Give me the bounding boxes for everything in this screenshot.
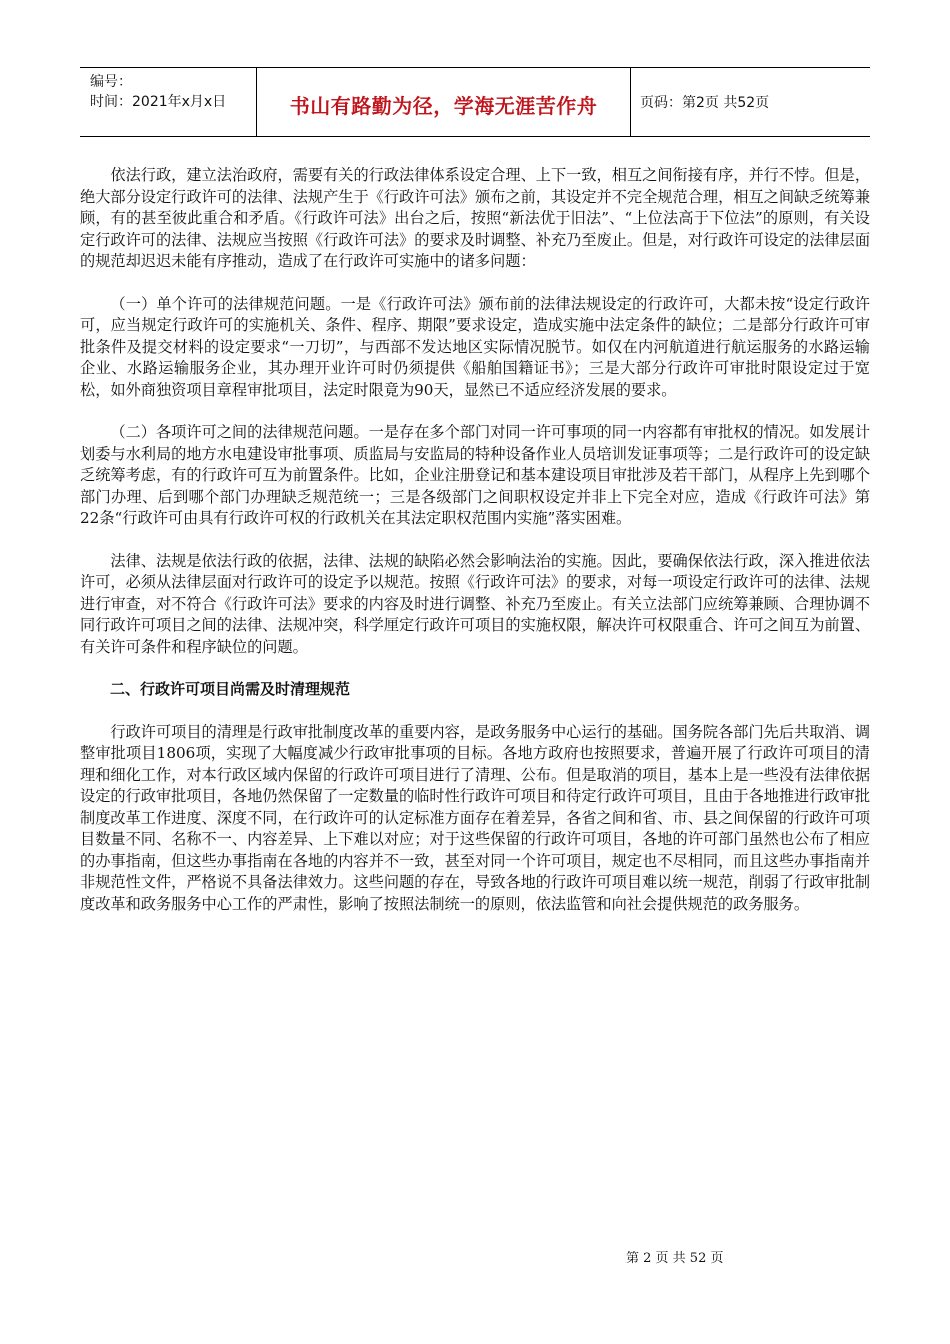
section-heading: 二、行政许可项目尚需及时清理规范 [110,680,351,698]
body-paragraph: （一）单个许可的法律规范问题。一是《行政许可法》颁布前的法律法规设定的行政许可，大都未按“设定行政许可，应当规定行政许可的实施机关、条件、程序、期限”要求设定，造成实施中法定条件的缺位；二是部分行政许可审批条件及提交材料的设定要求“一刀切”，与西部不发达地区实际情况脱节。如仅在内河航道进行航运服务的水路运输企业、水路运输服务企业，其办理开业许可时仍须提供《船舶国籍证书》；三是大部分行政许可审批时限设定过于宽松，如外商独资项目章程审批项目，法定时限竟为90天，显然已不适应经济发展的要求。 [80,294,870,399]
document-number-label: 编号： [90,74,132,90]
body-paragraph: （二）各项许可之间的法律规范问题。一是存在多个部门对同一许可事项的同一内容都有审批权的情况。如发展计划委与水利局的地方水电建设审批事项、质监局与安监局的特种设备作业人员培训发证事项等；二是行政许可的设定缺乏统筹考虑，有的行政许可互为前置条件。比如，企业注册登记和基本建设项目审批涉及若干部门，从程序上先到哪个部门办理、后到哪个部门办理缺乏规范统一；三是各级部门之间职权设定并非上下完全对应，造成《行政许可法》第22条“行政许可由具有行政许可权的行政机关在其法定职权范围内实施”落实困难。 [80,423,870,527]
body-paragraph: 法律、法规是依法行政的依据，法律、法规的缺陷必然会影响法治的实施。因此，要确保依法行政，深入推进依法许可，必须从法律层面对行政许可的设定予以规范。按照《行政许可法》的要求，对每一项设定行政许可的法律、法规进行审查，对不符合《行政许可法》要求的内容及时进行调整、补充乃至废止。有关立法部门应统筹兼顾、合理协调不同行政许可项目之间的法律、法规冲突，科学厘定行政许可项目的实施权限，解决许可权限重合、许可之间互为前置、有关许可条件和程序缺位的问题。 [80,551,870,656]
page-footer: 第 2 页 共 52 页 [626,1251,724,1266]
header-meta [80,68,257,136]
section-paragraph: 行政许可项目的清理是行政审批制度改革的重要内容，是政务服务中心运行的基础。国务院各部门先后共取消、调整审批项目1806项，实现了大幅度减少行政审批事项的目标。各地方政府也按照要求，普遍开展了行政许可项目的清理和细化工作，对本行政区域内保留的行政许可项目进行了清理、公布。但是取消的项目，基本上是一些没有法律依据设定的行政审批项目，各地仍然保留了一定数量的临时性行政许可项目和待定行政许可项目，且由于各地推进行政审批制度改革工作进度、深度不同，在行政许可的认定标准方面存在着差异，各省之间和省、市、县之间保留的行政许可项目数量不同、名称不一、内容差异、上下难以对应；对于这些保留的行政许可项目，各地的许可部门虽然也公布了相应的办事指南，但这些办事指南在各地的内容并不一致，甚至对同一个许可项目，规定也不尽相同，而且这些办事指南并非规范性文件，严格说不具备法律效力。这些问题的存在，导致各地的行政许可项目难以统一规范，削弱了行政审批制度改革和政务服务中心工作的严肃性，影响了按照法制统一的原则，依法监管和向社会提供规范的政务服务。 [80,722,870,913]
document-time-label: 时间：2021年x月x日 [90,94,227,110]
header-motto: 书山有路勤为径，学海无涯苦作舟 [289,93,598,118]
document-body [80,165,870,936]
body-paragraph: 依法行政，建立法治政府，需要有关的行政法律体系设定合理、上下一致，相互之间衔接有序，并行不悖。但是，绝大部分设定行政许可的法律、法规产生于《行政许可法》颁布之前，其设定并不完全规范合理，相互之间缺乏统筹兼顾，有的甚至彼此重合和矛盾。《行政许可法》出台之后，按照“新法优于旧法”、“上位法高于下位法”的原则，有关设定行政许可的法律、法规应当按照《行政许可法》的要求及时调整、补充乃至废止。但是，对行政许可设定的法律层面的规范却迟迟未能有序推动，造成了在行政许可实施中的诸多问题： [80,166,870,270]
document-header [80,67,870,137]
header-page-info: 页码：第2页 共52页 [640,95,770,111]
header-motto-cell [257,68,631,136]
